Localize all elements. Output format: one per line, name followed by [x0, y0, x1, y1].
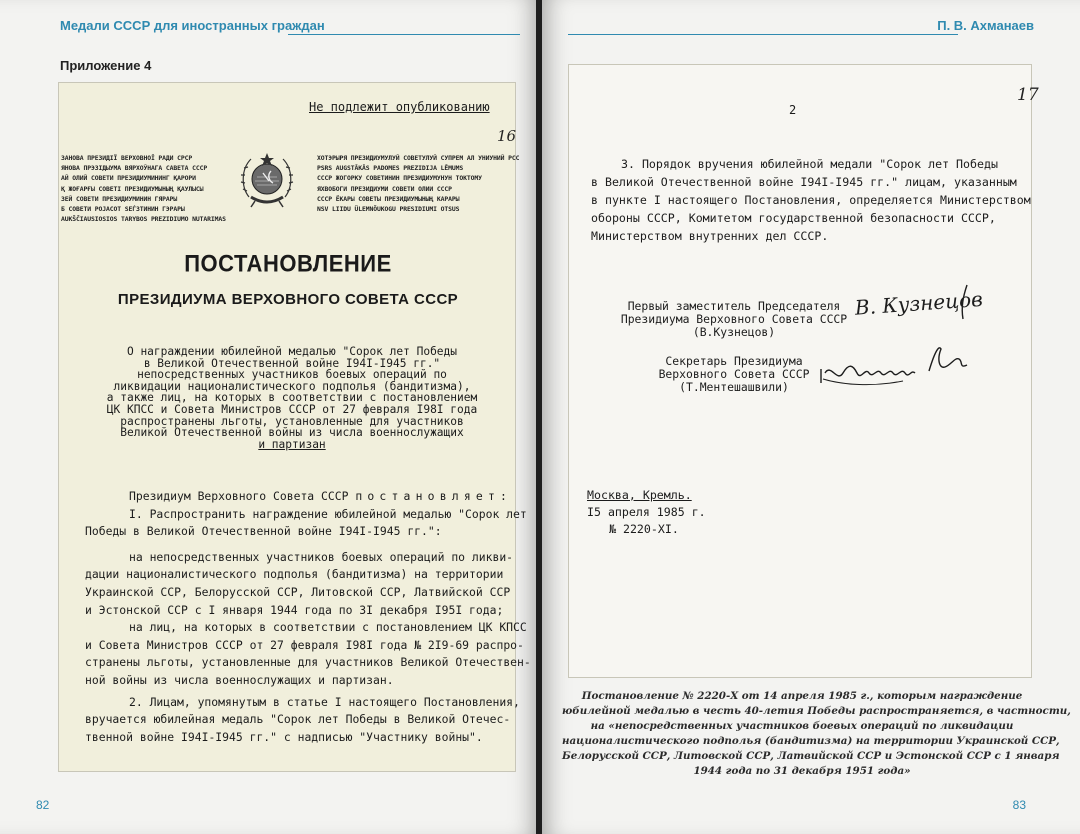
figure-caption: Постановление № 2220-Х от 14 апреля 1985 г., которым награждение юбилейной медалью в честь 40-летия Победы распространяется, в частности, на «непосредственных участников боевых операций по ликвидации националистического подполья (бандитизма) на территории Украинской ССР, Белорусской ССР, Литовской ССР, Латвийской ССР и Эстонской ССР с 1 января 1944 года по 31 декабря 1951 года»: [562, 690, 1071, 777]
decree-body-continued: 3. Порядок вручения юбилейной медали "Сорок лет Победы в Великой Отечественной войне I94I-I945 гг." лицам, указанным в пункте I настоящего Постановления, определяется Министерством обороны СССР, Комитетом государственной безопасности СССР, Министерством внутренних дел СССР.: [591, 157, 1031, 243]
decree-summary: О награждении юбилейной медалью "Сорок лет Победы в Великой Отечественной войне I94I-I945 гг." непосредственных участников боевых операций по ликвидации националистического подполья (бандитизма), а также лиц, на которых в соответствии с постановлением ЦК КПСС и Совета Министров СССР от 27 февраля I98I года распространены льготы, установленные для участников Великой Отечественной войны из числа военнослужащих и партизан: [106, 345, 478, 451]
scanned-decree-page-2: [568, 64, 1039, 678]
signature-menteshashvili: [819, 343, 989, 395]
appendix-label: Приложение 4: [60, 58, 152, 73]
scanned-decree-page-1: [58, 82, 531, 772]
header-rule: [288, 34, 520, 35]
right-page: [542, 0, 1080, 834]
ussr-emblem-icon: [239, 151, 295, 209]
preamble: Президиум Верховного Совета СССР постановляет:: [129, 489, 513, 503]
decree-title: ПОСТАНОВЛЕНИЕ: [184, 249, 392, 277]
running-header-author: П. В. Ахманаев: [937, 18, 1034, 33]
decree-subtitle: ПРЕЗИДИУМА ВЕРХОВНОГО СОВЕТА СССР: [117, 291, 459, 308]
handwritten-page-number: 17: [1017, 85, 1039, 105]
place-and-date: Москва, Кремль. I5 апреля 1985 г. № 2220-XI.: [587, 488, 706, 536]
page-marker: 2: [789, 103, 797, 117]
header-rule: [568, 34, 958, 35]
decree-body: Президиум Верховного Совета СССР постановляет: I. Распространить награждение юбилейной медалью "Сорок лет Победы в Великой Отечественной войне I94I-I945 гг.": на непосредственных участников боевых операций по ликви- дации националистического подполья (бандитизма) на территории Украинской ССР, Белорусской ССР, Литовской ССР, Латвийской ССР и Эстонской ССР с I января 1944 года по 3I декабря I95I года; на лиц, на которых в соответствии с постановлением ЦК КПСС и Совета Министров СССР от 27 февраля I98I года № 2I9-69 распро- странены льготы, установленные для участников Великой Отечествен- ной войны из числа военнослужащих и партизан. 2. Лицам, упомянутым в статье I настоящего Постановления, вручается юбилейная медаль "Сорок лет Победы в Великой Отечес- твенной войне I94I-I945 гг." с надписью "Участнику войны".: [85, 489, 531, 744]
page-number-left: 82: [36, 798, 50, 812]
multilingual-header-left: ЗАНОВА ПРЕЗИДІЇ ВЕРХОВНОЇ РАДИ СРСР ЯНОВА ПРЭЗІДЫУМА ВЯРХОЎНАГА САВЕТА СССР АЙ ОЛИЙ СОВЕТИ ПРЕЗИДИУМИНИНГ ҚАРОРИ Қ ЖОҒАРҒЫ СОВЕТІ ПРЕЗИДИУМЫНЫҢ ҚАУЛЫСЫ ЗЕЙ СОВЕТИ ПРЕЗИДИУМИНИН ГЯРАРЫ Б СОВЕТИ РОЈАСОТ ЅЕЃЗТИНИН ГЭРАРЫ AUKŠČIAUSIOSIOS TARYBOS PREZIDIUMO NUTARIMAS: [61, 154, 226, 224]
handwritten-page-number: 16: [497, 127, 517, 145]
left-page: [0, 0, 538, 834]
signatory-secretary: Секретарь Президиума Верховного Совета СССР (Т.Ментешашвили): [658, 354, 810, 394]
page-number-right: 83: [1012, 798, 1026, 812]
running-header-title: Медали СССР для иностранных граждан: [60, 18, 325, 33]
multilingual-header-right: ХОТЭРЫРЯ ПРЕЗИДИУМУЛУЙ СОВЕТУЛУЙ СУПРЕМ АЛ УНИУНИЙ РСС PSRS AUGSTĀKĀS PADOMES PREZIDIJA LĒMUMS СССР ЖОГОРКУ СОВЕТИНИН ПРЕЗИДИУМУНУН ТОКТОМУ ЯХВОБОГИ ПРЕЗИДИУМИ СОВЕТИ ОЛИИ СССР СССР ЁКАРЫ СОВЕТЫ ПРЕЗИДИУМЫНЫҢ КАРАРЫ NSV LIIDU ÜLEMNÕUKOGU PRESIDIUMI OTSUS: [317, 154, 520, 214]
signatory-first-deputy: Первый заместитель Председателя Президиума Верховного Совета СССР (В.Кузнецов): [620, 299, 848, 339]
not-for-publication-stamp: Не подлежит опубликованию: [309, 100, 490, 114]
svg-text:В. Кузнецов: В. Кузнецов: [854, 286, 984, 320]
signature-kuznetsov: [849, 277, 989, 327]
